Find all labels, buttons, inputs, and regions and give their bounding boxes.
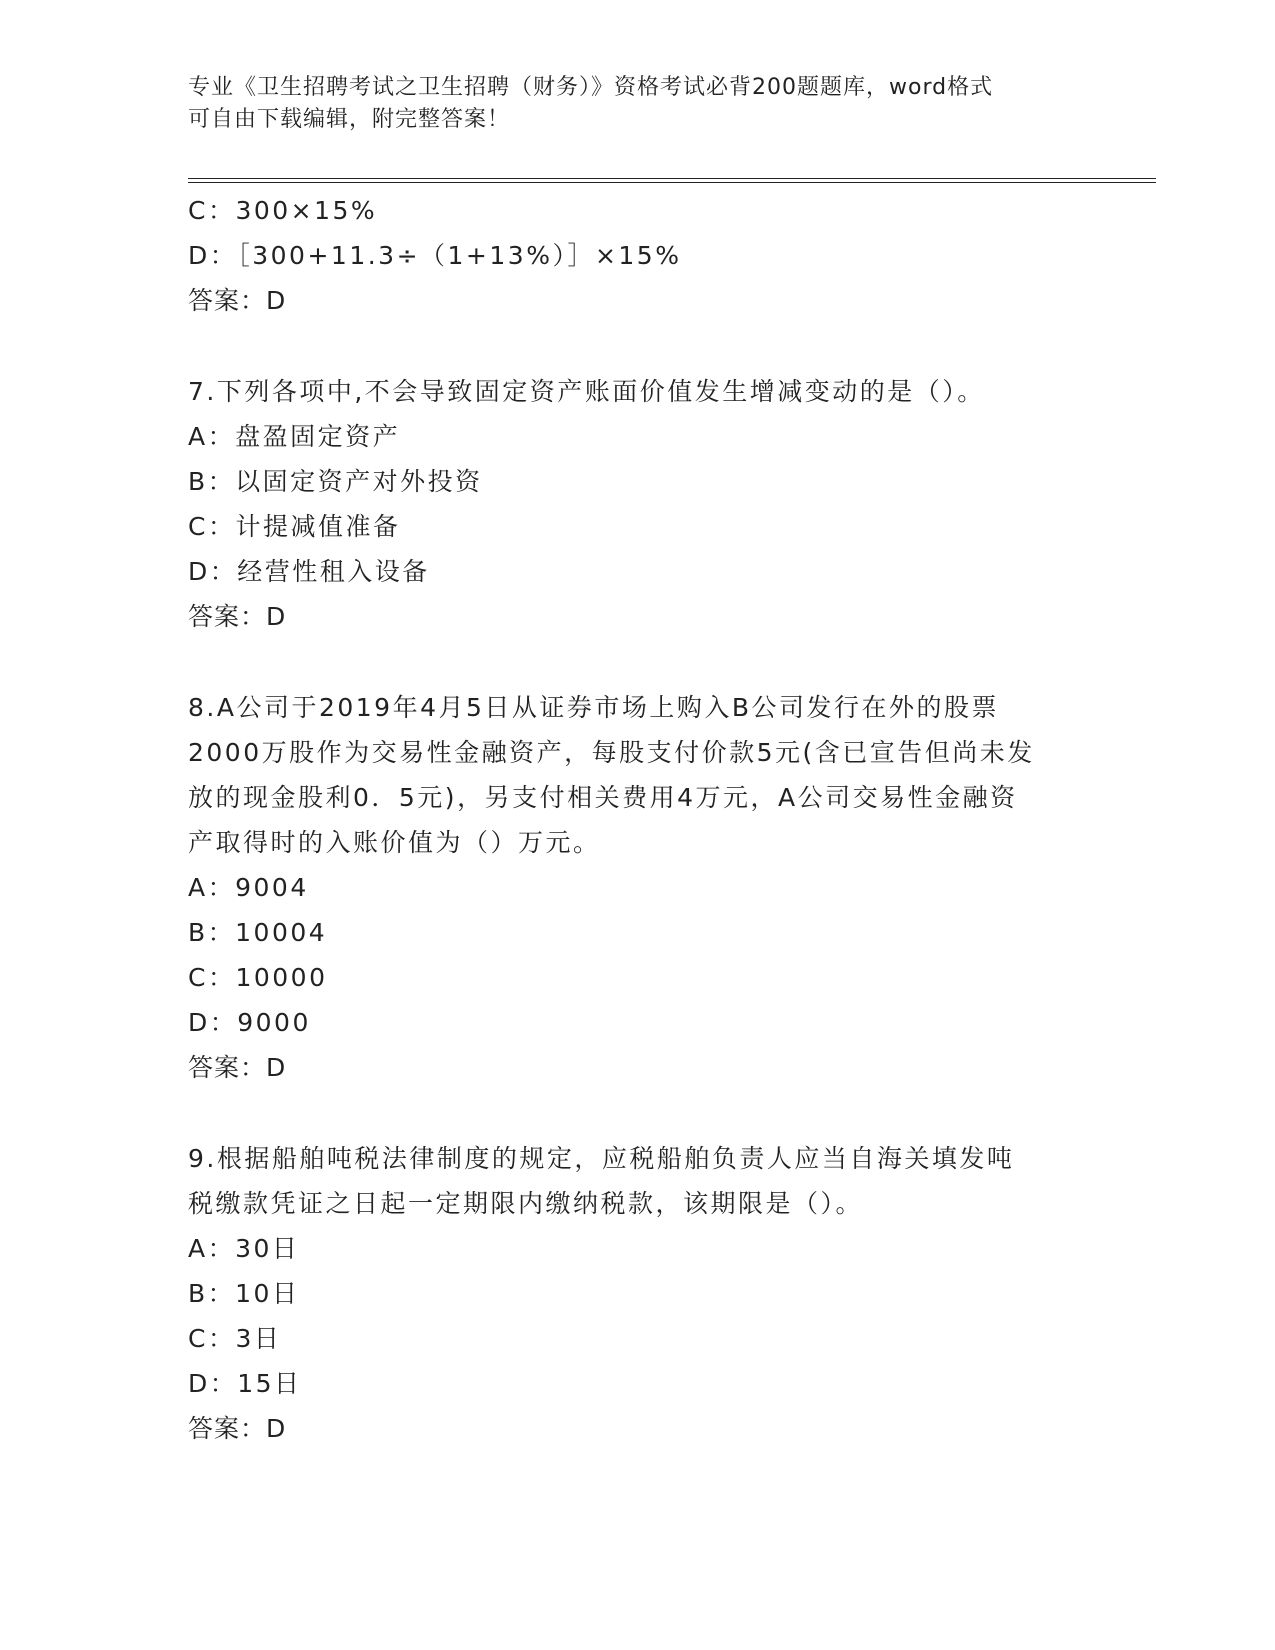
question-stem-line-2: 2000万股作为交易性金融资产，每股支付价款5元(含已宣告但尚未发 — [188, 738, 1035, 767]
option-c: C：计提减值准备 — [188, 512, 401, 541]
option-a: A：9004 — [188, 873, 309, 902]
header-divider-bottom — [188, 182, 1156, 183]
option-c: C：300×15% — [188, 196, 378, 225]
option-d: D：经营性租入设备 — [188, 557, 430, 586]
option-c: C：10000 — [188, 963, 328, 992]
document-body — [188, 188, 1088, 1451]
option-d: D：15日 — [188, 1369, 302, 1398]
question-7 — [188, 369, 1088, 639]
option-b: B：10日 — [188, 1279, 300, 1308]
option-a: A：盘盈固定资产 — [188, 422, 401, 451]
question-stem-line-4: 产取得时的入账价值为（）万元。 — [188, 828, 601, 857]
question-6-continued — [188, 188, 1088, 323]
question-stem-line-3: 放的现金股利0．5元)，另支付相关费用4万元，A公司交易性金融资 — [188, 783, 1018, 812]
header-line-2: 可自由下载编辑，附完整答案！ — [188, 107, 511, 132]
question-stem-line-1: 8.A公司于2019年4月5日从证券市场上购入B公司发行在外的股票 — [188, 693, 1000, 722]
option-b: B：以固定资产对外投资 — [188, 467, 483, 496]
header-line-1: 专业《卫生招聘考试之卫生招聘（财务）》资格考试必背200题题库，word格式 — [188, 75, 994, 100]
question-stem-line-2: 税缴款凭证之日起一定期限内缴纳税款，该期限是（）。 — [188, 1189, 864, 1218]
question-8 — [188, 685, 1088, 1090]
question-stem: 7.下列各项中,不会导致固定资产账面价值发生增减变动的是（）。 — [188, 377, 985, 406]
question-9 — [188, 1136, 1088, 1451]
option-c: C：3日 — [188, 1324, 282, 1353]
option-a: A：30日 — [188, 1234, 300, 1263]
answer-line: 答案：D — [188, 1053, 287, 1082]
option-b: B：10004 — [188, 918, 328, 947]
option-d: D：［300+11.3÷（1+13%）］×15% — [188, 241, 682, 270]
answer-line: 答案：D — [188, 602, 287, 631]
header-divider-top — [188, 178, 1156, 179]
option-d: D：9000 — [188, 1008, 311, 1037]
document-header — [188, 72, 1088, 136]
answer-line: 答案：D — [188, 286, 287, 315]
question-stem-line-1: 9.根据船舶吨税法律制度的规定，应税船舶负责人应当自海关填发吨 — [188, 1144, 1015, 1173]
answer-line: 答案：D — [188, 1414, 287, 1443]
